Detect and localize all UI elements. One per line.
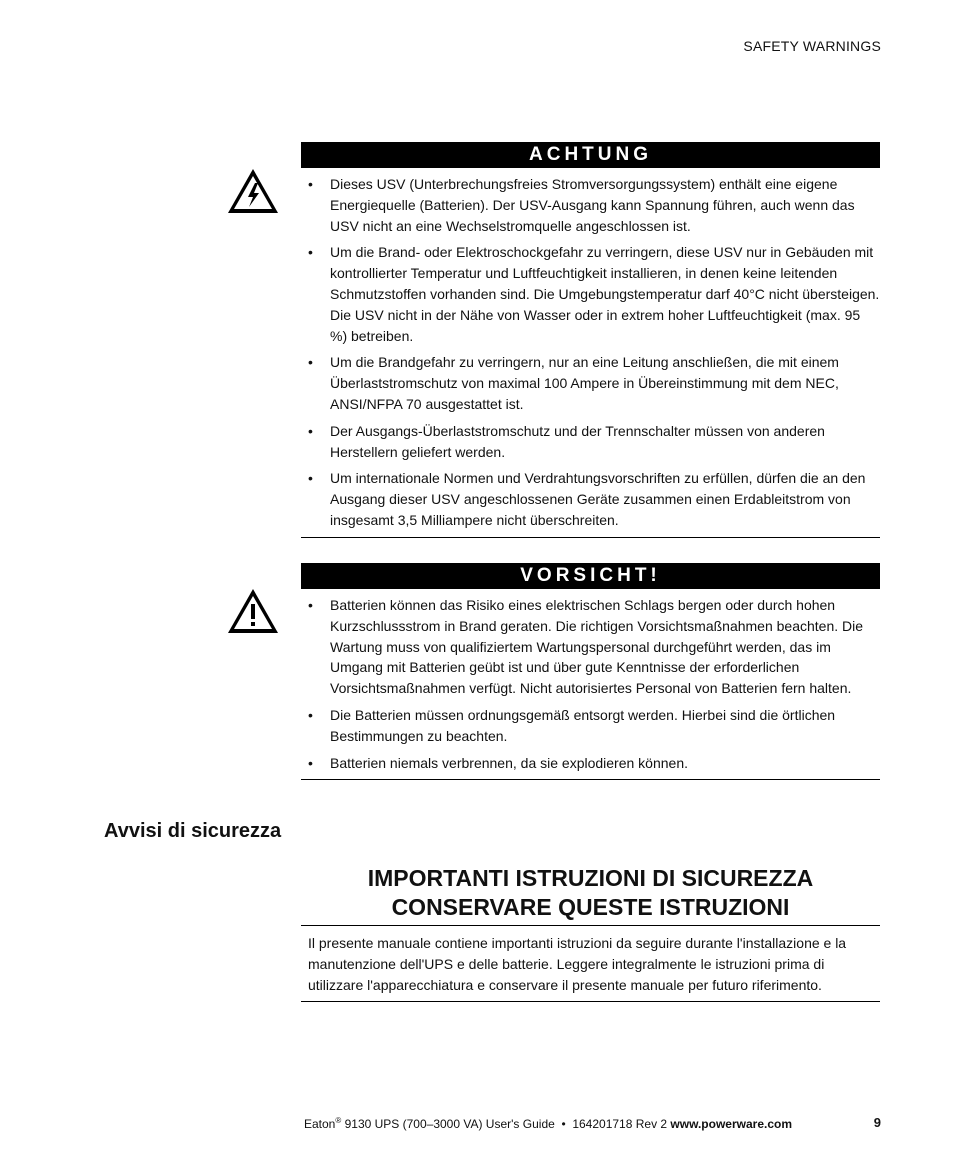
caution-exclamation-icon — [226, 587, 280, 635]
safety-instructions-title: IMPORTANTI ISTRUZIONI DI SICUREZZA CONSERVARE QUESTE ISTRUZIONI — [367, 865, 814, 920]
vorsicht-list — [301, 589, 880, 780]
page-footer: Eaton® 9130 UPS (700–3000 VA) User's Guide • 164201718 Rev 2 www.powerware.com — [304, 1116, 792, 1131]
electric-shock-warning-icon — [226, 167, 280, 215]
list-item: • Die Batterien müssen ordnungsgemäß entsorgt werden. Hierbei sind die örtlichen Bestimmungen zu beachten. — [308, 706, 836, 744]
section-heading: Avvisi di sicurezza — [104, 820, 282, 842]
achtung-title: ACHTUNG — [301, 142, 880, 168]
intro-paragraph: Il presente manuale contiene importanti istruzioni da seguire durante l'installazione e la manutenzione dell'UPS e delle batterie. Leggere integralmente le istruzioni prima di utilizzare l'apparecchiatura e conservare il presente manuale per futuro riferimento. — [301, 925, 880, 1002]
list-item: • Um internationale Normen und Verdrahtungsvorschriften zu erfüllen, dürfen die an den Ausgang dieser USV angeschlossenen Geräte zusammen einen Erdableitstrom von insgesamt 3,5 Milliampere nicht überschreiten. — [308, 470, 866, 528]
list-item: • Batterien können das Risiko eines elektrischen Schlags bergen oder durch hohen Kurzschlussstrom in Brand geraten. Die richtigen Vorsichtsmaßnahmen beachten. Die Wartung muss von qualifiziertem Wartungspersonal durchgeführt werden, das im Umgang mit Batterien geübt ist und über gute Kenntnisse der erforderlichen Vorsichtsmaßnahmen verfügt. Nicht autorisiertes Personal von Batterien fern halten. — [308, 597, 864, 697]
list-item: • Um die Brand- oder Elektroschockgefahr zu verringern, diese USV nur in Gebäuden mit kontrollierter Temperatur und Luftfeuchtigkeit installieren, in denen keine leitenden Schmutzstoffen vorhanden sind. Die Umgebungstemperatur darf 40°C nicht übersteigen. Die USV nicht in der Nähe von Wasser oder in extrem hoher Luftfeuchtigkeit (max. 95 %) betreiben. — [308, 244, 880, 344]
page-number: 9 — [873, 1115, 881, 1130]
achtung-list — [301, 168, 880, 538]
vorsicht-title: VORSICHT! — [301, 563, 880, 589]
achtung-warning-box — [301, 142, 880, 538]
list-item: • Um die Brandgefahr zu verringern, nur an eine Leitung anschließen, die mit einem Überlaststromschutz von maximal 100 Ampere in Übereinstimmung mit dem NEC, ANSI/NFPA 70 ausgestattet ist. — [308, 354, 839, 412]
list-item: • Der Ausgangs-Überlaststromschutz und der Trennschalter müssen von anderen Herstellern geliefert werden. — [308, 422, 825, 460]
list-item: • Dieses USV (Unterbrechungsfreies Stromversorgungssystem) enthält eine eigene Energiequelle (Batterien). Der USV-Ausgang kann Spannung führen, auch wenn das USV nicht an eine Wechselstromquelle angeschlossen ist. — [308, 176, 855, 234]
list-item: • Batterien niemals verbrennen, da sie explodieren können. — [308, 754, 689, 771]
running-header: SAFETY WARNINGS — [743, 38, 881, 54]
vorsicht-warning-box — [301, 563, 880, 780]
website-link[interactable]: www.powerware.com — [670, 1117, 792, 1131]
